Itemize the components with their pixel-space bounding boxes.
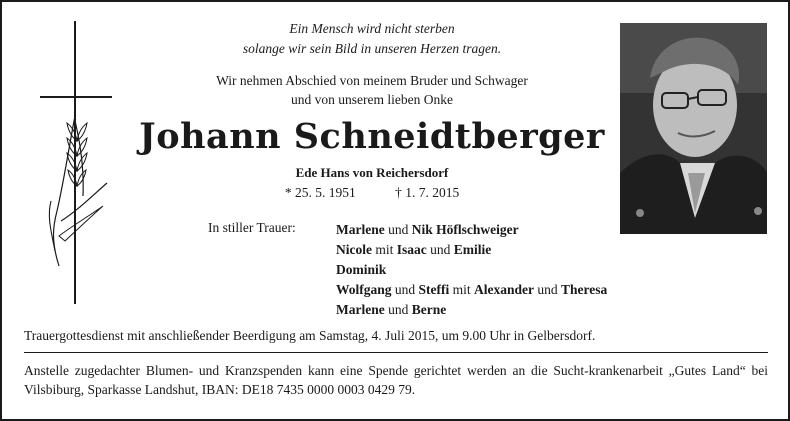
mourner-row: Marlene und Nik Höflschweiger [336, 222, 519, 237]
mourners-list [336, 220, 607, 320]
mourning-label: In stiller Trauer: [208, 220, 296, 235]
funeral-service-text: Trauergottesdienst mit anschließender Beerdigung am Samstag, 4. Juli 2015, um 9.00 Uhr in Gelbersdorf. [24, 328, 596, 343]
death-date: † 1. 7. 2015 [395, 185, 460, 200]
quote-line-1: Ein Mensch wird nicht sterben [289, 21, 455, 36]
farewell-text [152, 71, 592, 109]
deceased-name: Johann Schneidtberger [139, 116, 605, 157]
mourner-row: Dominik [336, 262, 387, 277]
farewell-line-1: Wir nehmen Abschied von meinem Bruder und Schwager [216, 73, 528, 88]
memorial-quote [162, 19, 582, 59]
portrait-photo [620, 23, 767, 234]
birth-date: * 25. 5. 1951 [284, 185, 356, 200]
mourner-row: Marlene und Berne [336, 302, 447, 317]
cross-with-wheat-icon [37, 21, 117, 309]
quote-line-2: solange wir sein Bild in unseren Herzen tragen. [242, 41, 502, 56]
portrait-illustration [620, 23, 767, 234]
mourner-row: Nicole mit Isaac und Emilie [336, 242, 492, 257]
farewell-line-2: und von unserem lieben Onke [291, 92, 453, 107]
donation-text: Anstelle zugedachter Blumen- und Kranzspenden kann eine Spende gerichtet werden an die Sucht-krankenarbeit „Gutes Land“ bei Vilsbiburg, Sparkasse Landshut, IBAN: DE18 7435 0000 0003 0429 79. [24, 363, 768, 397]
divider [24, 352, 768, 353]
deceased-nickname: Ede Hans von Reichersdorf [295, 165, 449, 180]
mourner-row: Wolfgang und Steffi mit Alexander und Theresa [336, 282, 608, 297]
life-dates [152, 185, 592, 201]
